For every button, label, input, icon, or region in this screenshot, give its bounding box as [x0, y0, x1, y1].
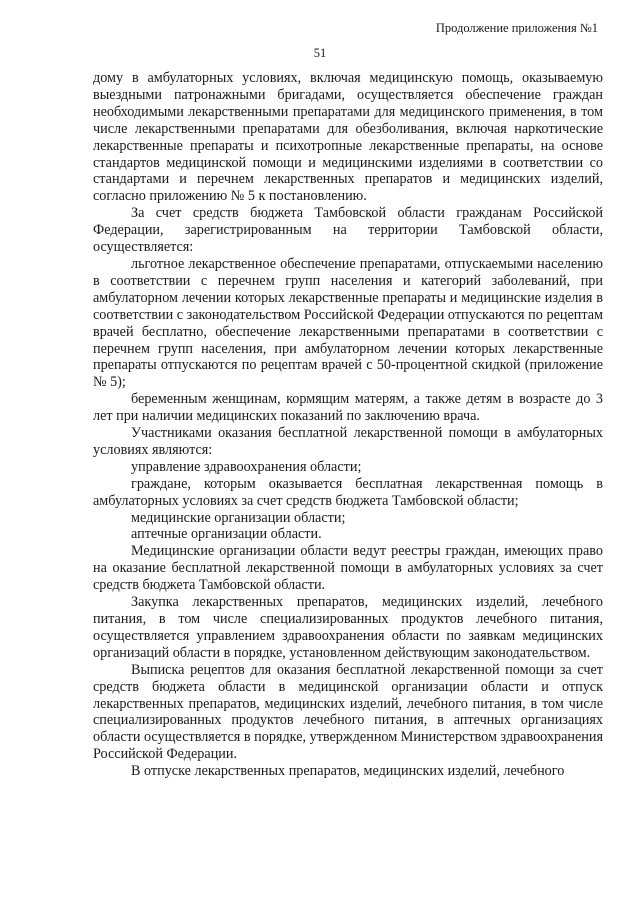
- paragraph-ambulatory-provision: дому в амбулаторных условиях, включая медицинскую помощь, оказываемую выездными патронажными бригадами, осуществляется обеспечение граждан необходимыми лекарственными препаратами для медицинского применения, в том числе лекарственными препаратами для обезболивания, включая наркотические лекарственные препараты и психотропные лекарственные препараты, на основе стандартов медицинской помощи и медицинскими изделиями в соответствии со стандартами и перечнем лекарственных препаратов и медицинских изделий, согласно приложению № 5 к постановлению.: [93, 70, 603, 205]
- paragraph-preferential-supply: льготное лекарственное обеспечение препаратами, отпускаемыми населению в соответствии с перечнем групп населения и категорий заболеваний, при амбулаторном лечении которых лекарственные препараты и медицинские изделия в соответствии с законодательством Российской Федерации отпускаются по рецептам врачей бесплатно, обеспечение лекарственными препаратами в соответствии с перечнем групп населения, при амбулаторном лечении которых лекарственные препараты отпускаются по рецептам врачей с 50-процентной скидкой (приложение № 5);: [93, 255, 603, 391]
- list-item-health-department: управление здравоохранения области;: [131, 458, 362, 475]
- paragraph-procurement: Закупка лекарственных препаратов, медицинских изделий, лечебного питания, в том числе специализированных продуктов лечебного питания, осуществляется управлением здравоохранения области по заявкам медицинских организаций области в порядке, установленном действующим законодательством.: [93, 594, 603, 661]
- list-item-pharmacy-organizations: аптечные организации области.: [131, 526, 322, 543]
- list-item-citizens: граждане, которым оказывается бесплатная лекарственная помощь в амбулаторных условиях за счет средств бюджета Тамбовской области;: [93, 475, 603, 509]
- paragraph-pregnant-and-children: беременным женщинам, кормящим матерям, а также детям в возрасте до 3 лет при наличии медицинских показаний по заключению врача.: [93, 391, 603, 425]
- page-number: 51: [313, 46, 327, 60]
- paragraph-prescriptions: Выписка рецептов для оказания бесплатной лекарственной помощи за счет средств бюджета области в медицинской организации области и отпуск лекарственных препаратов, медицинских изделий, лечебного питания, в том числе специализированных продуктов лечебного питания, в аптечных организациях области осуществляется в порядке, утвержденном Министерством здравоохранения Российской Федерации.: [93, 661, 603, 763]
- paragraph-dispensing-continued: В отпуске лекарственных препаратов, медицинских изделий, лечебного: [131, 763, 565, 780]
- appendix-continuation-note: Продолжение приложения №1: [435, 21, 598, 35]
- body-text: [93, 70, 603, 780]
- list-item-medical-organizations: медицинские организации области;: [131, 509, 346, 526]
- paragraph-regional-budget-intro: За счет средств бюджета Тамбовской области гражданам Российской Федерации, зарегистрированным на территории Тамбовской области, осуществляется:: [93, 205, 603, 256]
- paragraph-registries: Медицинские организации области ведут реестры граждан, имеющих право на оказание бесплатной лекарственной помощи в амбулаторных условиях за счет средств бюджета Тамбовской области.: [93, 543, 603, 594]
- paragraph-participants-intro: Участниками оказания бесплатной лекарственной помощи в амбулаторных условиях являются:: [93, 425, 603, 458]
